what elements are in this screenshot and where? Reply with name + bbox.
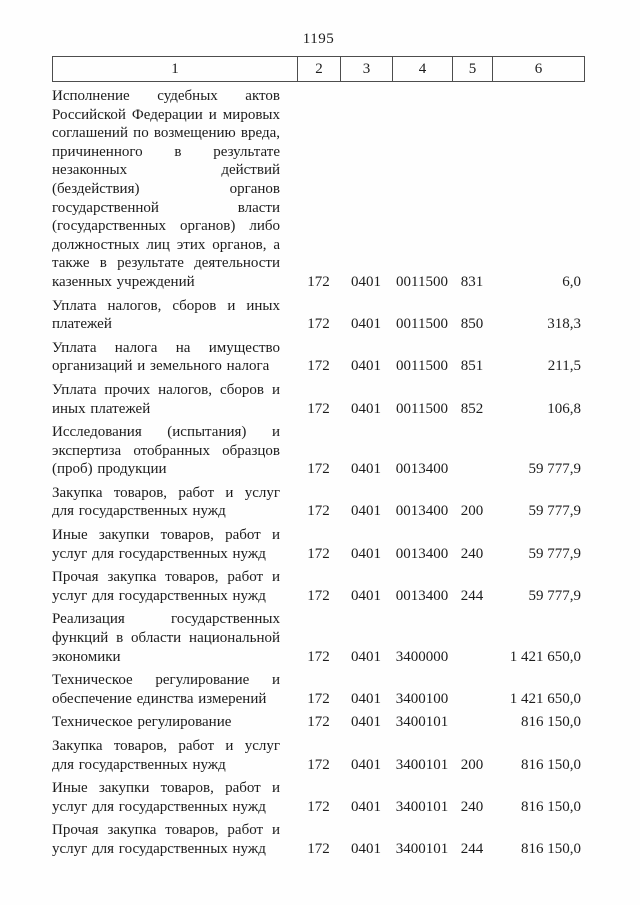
table-row: [52, 423, 585, 479]
code-cell-chapter: 172: [307, 648, 330, 665]
row-description: Техническое регулирование и обеспечение единства измерений: [52, 672, 280, 707]
amount-cell: 59 777,9: [528, 545, 581, 562]
page-number: 1195: [302, 31, 335, 47]
row-description: Иные закупки товаров, работ и услуг для государственных нужд: [52, 780, 280, 815]
table-row: [52, 671, 585, 708]
code-cell-target: 0013400: [395, 545, 449, 562]
code-cell-chapter: 172: [307, 798, 330, 815]
code-cell-section: 0401: [351, 714, 381, 731]
code-cell-section: 0401: [351, 400, 381, 417]
code-cell-target: 3400101: [395, 714, 449, 731]
code-cell-target: 0011500: [396, 316, 448, 333]
table-row: [52, 610, 585, 666]
code-cell-target: 3400100: [395, 690, 449, 707]
table-row: [52, 568, 585, 605]
code-cell-chapter: 172: [307, 400, 330, 417]
code-cell-chapter: 172: [307, 358, 330, 375]
code-cell-section: 0401: [351, 545, 381, 562]
header-cell-2: 2: [298, 57, 341, 81]
amount-cell: 106,8: [547, 400, 581, 417]
code-cell-section: 0401: [351, 690, 381, 707]
code-cell-type: 850: [460, 316, 484, 333]
table-row: [52, 526, 585, 563]
amount-cell: 816 150,0: [521, 798, 581, 815]
code-cell-section: 0401: [351, 358, 381, 375]
code-cell-chapter: 172: [307, 273, 330, 290]
code-cell-type: 244: [460, 840, 484, 857]
code-cell-target: 0011500: [396, 358, 448, 375]
code-cell-target: 3400000: [395, 648, 449, 665]
code-cell-chapter: 172: [307, 316, 330, 333]
code-cell-section: 0401: [351, 503, 381, 520]
row-description: Исполнение судебных актов Российской Федерации и мировых соглашений по возмещению вреда, причиненного в результате незаконных действий (бездействия) органов государственной власти (государственных органов) либо должностных лиц этих органов, а также в результате деятельности казенных учреждений: [52, 88, 280, 290]
code-cell-target: 3400101: [395, 840, 449, 857]
header-cell-4: 4: [393, 57, 453, 81]
amount-cell: 211,5: [547, 358, 581, 375]
table-header-row: [52, 56, 585, 82]
code-cell-section: 0401: [351, 273, 381, 290]
table-row: [52, 381, 585, 418]
table-row: [52, 339, 585, 376]
row-description: Прочая закупка товаров, работ и услуг для государственных нужд: [52, 569, 280, 604]
row-description: Исследования (испытания) и экспертиза отобранных образцов (проб) продукции: [52, 424, 280, 478]
code-cell-section: 0401: [351, 587, 381, 604]
code-cell-section: 0401: [351, 648, 381, 665]
code-cell-type: 831: [460, 273, 484, 290]
amount-cell: 59 777,9: [528, 503, 581, 520]
row-description: Прочая закупка товаров, работ и услуг для государственных нужд: [52, 822, 280, 857]
table-row: [52, 821, 585, 858]
table-row: [52, 779, 585, 816]
amount-cell: 1 421 650,0: [509, 648, 581, 665]
row-description: Закупка товаров, работ и услуг для государственных нужд: [52, 738, 280, 773]
code-cell-type: 200: [460, 756, 484, 773]
amount-cell: 59 777,9: [528, 461, 581, 478]
code-cell-section: 0401: [351, 461, 381, 478]
amount-cell: 816 150,0: [521, 714, 581, 731]
header-cell-1: 1: [53, 57, 298, 81]
code-cell-section: 0401: [351, 756, 381, 773]
table-row: [52, 87, 585, 292]
code-cell-type: 852: [460, 400, 484, 417]
amount-cell: 816 150,0: [521, 756, 581, 773]
header-cell-5: 5: [453, 57, 493, 81]
code-cell-target: 3400101: [395, 798, 449, 815]
row-description: Реализация государственных функций в области национальной экономики: [52, 611, 280, 665]
table-row: [52, 737, 585, 774]
code-cell-type: 240: [460, 545, 484, 562]
code-cell-chapter: 172: [307, 690, 330, 707]
code-cell-section: 0401: [351, 316, 381, 333]
table-row: [52, 713, 585, 732]
row-description: Иные закупки товаров, работ и услуг для государственных нужд: [52, 527, 280, 562]
code-cell-target: 0011500: [396, 400, 448, 417]
code-cell-target: 0013400: [395, 461, 449, 478]
amount-cell: 318,3: [547, 316, 581, 333]
amount-cell: 816 150,0: [521, 840, 581, 857]
code-cell-section: 0401: [351, 798, 381, 815]
table-row: [52, 484, 585, 521]
code-cell-type: 240: [460, 798, 484, 815]
code-cell-chapter: 172: [307, 587, 330, 604]
row-description: Уплата прочих налогов, сборов и иных платежей: [52, 381, 280, 417]
amount-cell: 59 777,9: [528, 587, 581, 604]
code-cell-target: 0013400: [395, 503, 449, 520]
code-cell-type: 851: [460, 358, 484, 375]
code-cell-chapter: 172: [307, 503, 330, 520]
row-description: Закупка товаров, работ и услуг для государственных нужд: [52, 484, 280, 520]
code-cell-type: 244: [460, 587, 484, 604]
header-cell-6: 6: [534, 60, 543, 77]
header-cell-3: 3: [341, 57, 393, 81]
code-cell-chapter: 172: [307, 545, 330, 562]
code-cell-target: 0013400: [395, 587, 449, 604]
code-cell-chapter: 172: [307, 756, 330, 773]
code-cell-chapter: 172: [307, 840, 330, 857]
row-description: Техническое регулирование: [52, 714, 232, 731]
amount-cell: 1 421 650,0: [509, 690, 581, 707]
code-cell-target: 3400101: [395, 756, 449, 773]
table-row: [52, 297, 585, 334]
code-cell-chapter: 172: [307, 714, 330, 731]
table-body: [52, 87, 585, 859]
code-cell-target: 0011500: [396, 273, 448, 290]
amount-cell: 6,0: [562, 273, 581, 290]
code-cell-type: 200: [460, 503, 484, 520]
row-description: Уплата налогов, сборов и иных платежей: [52, 297, 280, 333]
code-cell-section: 0401: [351, 840, 381, 857]
budget-table: [52, 56, 585, 859]
row-description: Уплата налога на имущество организаций и земельного налога: [52, 339, 280, 375]
code-cell-chapter: 172: [307, 461, 330, 478]
